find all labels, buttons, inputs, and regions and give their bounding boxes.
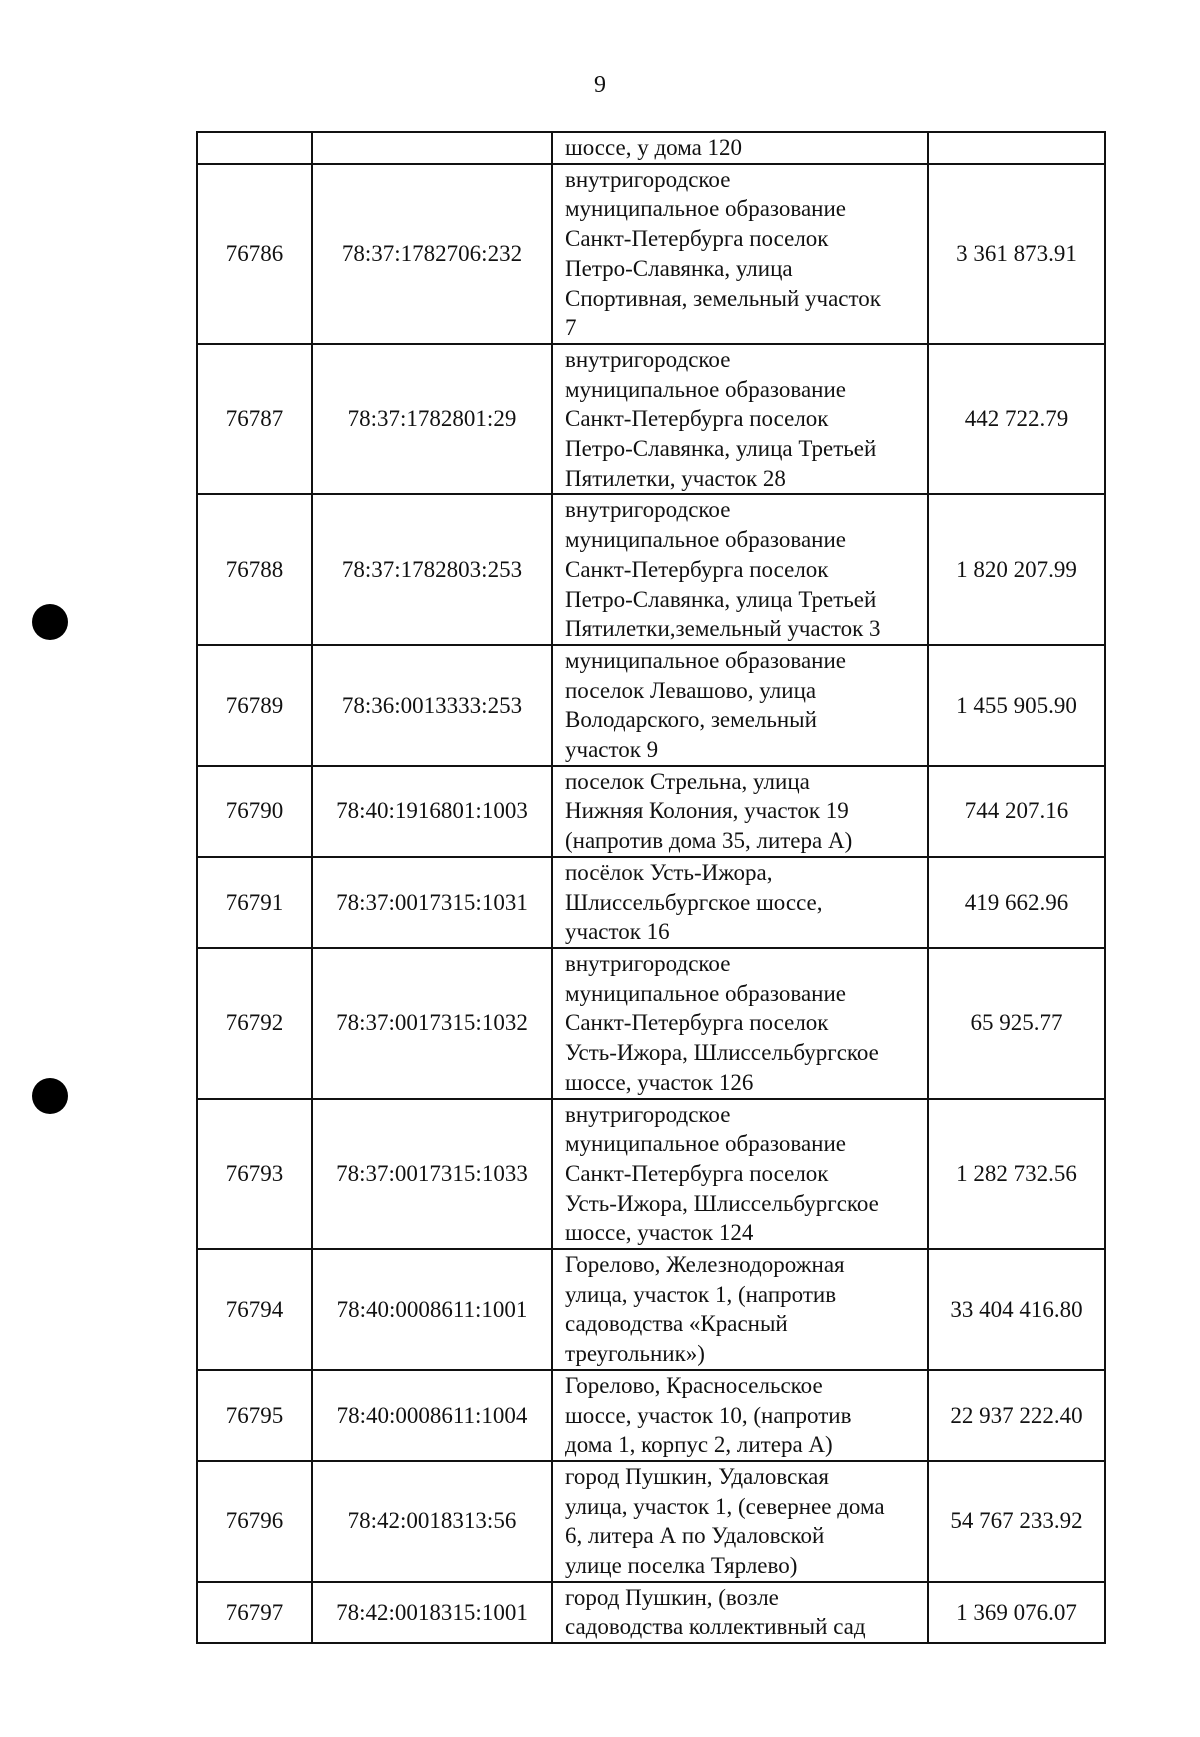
table-row: [197, 494, 1105, 645]
table-row: [197, 1249, 1105, 1370]
table-row: [197, 766, 1105, 857]
value-cell: 1 820 207.99: [928, 494, 1105, 645]
value-cell: 442 722.79: [928, 344, 1105, 495]
cadastral-number-cell: 78:36:0013333:253: [312, 645, 552, 766]
cadastral-number-cell: 78:37:0017315:1031: [312, 857, 552, 948]
cadastral-number-cell: 78:40:0008611:1004: [312, 1370, 552, 1461]
page-number: 9: [594, 72, 606, 98]
address-cell: город Пушкин, (возле садоводства коллективный сад: [552, 1582, 928, 1643]
table-row: [197, 1461, 1105, 1582]
address-cell: Горелово, Железнодорожная улица, участок 1, (напротив садоводства «Красный треугольник»): [552, 1249, 928, 1370]
cadastral-number-cell: 78:37:0017315:1033: [312, 1099, 552, 1250]
cadastral-number-cell: [312, 132, 552, 164]
address-cell: город Пушкин, Удаловская улица, участок 1, (севернее дома 6, литера А по Удаловской улице поселка Тярлево): [552, 1461, 928, 1582]
address-cell: Горелово, Красносельское шоссе, участок 10, (напротив дома 1, корпус 2, литера А): [552, 1370, 928, 1461]
address-cell: внутригородское муниципальное образование Санкт-Петербурга поселок Петро-Славянка, улица Спортивная, земельный участок 7: [552, 164, 928, 344]
value-cell: 419 662.96: [928, 857, 1105, 948]
row-number-cell: 76794: [197, 1249, 312, 1370]
punch-hole-mark: [32, 604, 68, 640]
value-cell: 1 282 732.56: [928, 1099, 1105, 1250]
value-cell: 744 207.16: [928, 766, 1105, 857]
punch-hole-mark: [32, 1078, 68, 1114]
value-cell: 3 361 873.91: [928, 164, 1105, 344]
value-cell: 33 404 416.80: [928, 1249, 1105, 1370]
cadastral-number-cell: 78:37:1782706:232: [312, 164, 552, 344]
row-number-cell: 76792: [197, 948, 312, 1099]
value-cell: 1 369 076.07: [928, 1582, 1105, 1643]
table-row: [197, 1099, 1105, 1250]
row-number-cell: 76796: [197, 1461, 312, 1582]
row-number-cell: 76795: [197, 1370, 312, 1461]
table-row: [197, 344, 1105, 495]
address-cell: внутригородское муниципальное образование Санкт-Петербурга поселок Петро-Славянка, улица Третьей Пятилетки, участок 28: [552, 344, 928, 495]
address-cell: шоссе, у дома 120: [552, 132, 928, 164]
cadastral-number-cell: 78:42:0018313:56: [312, 1461, 552, 1582]
row-number-cell: [197, 132, 312, 164]
value-cell: 1 455 905.90: [928, 645, 1105, 766]
table-row: [197, 1582, 1105, 1643]
table-row: [197, 645, 1105, 766]
row-number-cell: 76790: [197, 766, 312, 857]
cadastral-number-cell: 78:37:0017315:1032: [312, 948, 552, 1099]
row-number-cell: 76786: [197, 164, 312, 344]
address-cell: внутригородское муниципальное образование Санкт-Петербурга поселок Усть-Ижора, Шлиссельбургское шоссе, участок 124: [552, 1099, 928, 1250]
address-cell: внутригородское муниципальное образование Санкт-Петербурга поселок Петро-Славянка, улица Третьей Пятилетки,земельный участок 3: [552, 494, 928, 645]
address-cell: внутригородское муниципальное образование Санкт-Петербурга поселок Усть-Ижора, Шлиссельбургское шоссе, участок 126: [552, 948, 928, 1099]
value-cell: 65 925.77: [928, 948, 1105, 1099]
table-row: [197, 1370, 1105, 1461]
cadastral-number-cell: 78:37:1782803:253: [312, 494, 552, 645]
address-cell: поселок Стрельна, улица Нижняя Колония, участок 19 (напротив дома 35, литера А): [552, 766, 928, 857]
value-cell: [928, 132, 1105, 164]
table-row: [197, 164, 1105, 344]
row-number-cell: 76793: [197, 1099, 312, 1250]
cadastral-number-cell: 78:40:1916801:1003: [312, 766, 552, 857]
row-number-cell: 76788: [197, 494, 312, 645]
cadastral-number-cell: 78:40:0008611:1001: [312, 1249, 552, 1370]
land-plot-table: [196, 131, 1106, 1644]
cadastral-number-cell: 78:37:1782801:29: [312, 344, 552, 495]
row-number-cell: 76787: [197, 344, 312, 495]
address-cell: муниципальное образование поселок Левашово, улица Володарского, земельный участок 9: [552, 645, 928, 766]
value-cell: 22 937 222.40: [928, 1370, 1105, 1461]
address-cell: посёлок Усть-Ижора, Шлиссельбургское шоссе, участок 16: [552, 857, 928, 948]
table-row: [197, 132, 1105, 164]
table-row: [197, 857, 1105, 948]
row-number-cell: 76791: [197, 857, 312, 948]
value-cell: 54 767 233.92: [928, 1461, 1105, 1582]
row-number-cell: 76797: [197, 1582, 312, 1643]
table-row: [197, 948, 1105, 1099]
row-number-cell: 76789: [197, 645, 312, 766]
cadastral-number-cell: 78:42:0018315:1001: [312, 1582, 552, 1643]
